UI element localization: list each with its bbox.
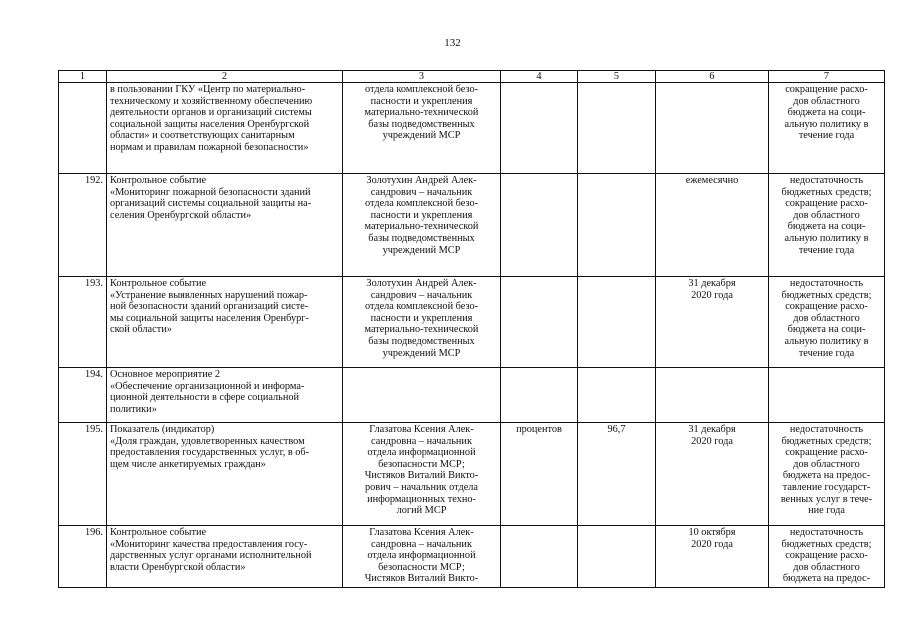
cell-text-line: дарственных услуг органами исполнительной bbox=[110, 550, 312, 562]
cell-text-line: бюджета на соци- bbox=[787, 221, 866, 233]
cell-text-line: Контрольное событие bbox=[110, 278, 207, 289]
cell-text-line: альную политику в bbox=[784, 232, 869, 244]
cell-text-line: сандровна – начальник bbox=[371, 538, 472, 550]
cell-value bbox=[578, 277, 656, 368]
cell-text-line: отдела информационной bbox=[367, 550, 476, 562]
cell-text-line: техническому и хозяйственному обеспечению bbox=[110, 95, 313, 107]
cell-responsible bbox=[343, 423, 501, 526]
cell-text-line: 2020 года bbox=[691, 435, 733, 447]
cell-title bbox=[107, 83, 343, 174]
cell-text-line: венных услуг в тече- bbox=[780, 493, 873, 505]
cell-text-line: бюджета на соци- bbox=[787, 107, 866, 119]
cell-title bbox=[107, 368, 343, 423]
column-header: 1 bbox=[59, 71, 107, 83]
cell-text-line: материально-технической bbox=[364, 324, 479, 336]
cell-text-line: материально-технической bbox=[364, 107, 479, 119]
cell-text-line: щем числе анкетируемых граждан» bbox=[110, 458, 266, 470]
cell-text-line: нормам и правилам пожарной безопасности» bbox=[110, 141, 309, 153]
cell-text-line: в пользовании ГКУ «Центр по материально- bbox=[110, 84, 306, 95]
cell-unit bbox=[501, 277, 578, 368]
cell-number: 195. bbox=[59, 423, 107, 526]
cell-text-line: сокращение расхо- bbox=[785, 84, 868, 95]
cell-text-line: Чистяков Виталий Викто- bbox=[364, 573, 479, 585]
header-row bbox=[59, 71, 885, 83]
cell-text-line: отдела комплексной безо- bbox=[364, 301, 479, 313]
cell-text-line: недостаточность bbox=[789, 175, 864, 186]
cell-text-line: бюджетных средств; bbox=[781, 435, 872, 447]
cell-text-line: 2020 года bbox=[691, 289, 733, 301]
cell-text-line: недостаточность bbox=[789, 527, 864, 538]
cell-text-line: дов областного bbox=[793, 209, 860, 221]
cell-text-line: «Обеспечение организационной и информа- bbox=[110, 380, 305, 392]
cell-text-line: бюджетных средств; bbox=[781, 186, 872, 198]
column-header: 2 bbox=[107, 71, 343, 83]
cell-title bbox=[107, 174, 343, 277]
column-header: 4 bbox=[501, 71, 578, 83]
cell-deadline bbox=[656, 83, 769, 174]
cell-text-line: течение года bbox=[798, 347, 855, 359]
cell-deadline bbox=[656, 423, 769, 526]
cell-risk bbox=[769, 368, 885, 423]
cell-title bbox=[107, 277, 343, 368]
cell-responsible bbox=[343, 277, 501, 368]
cell-text-line: учреждений МСР bbox=[382, 130, 461, 142]
cell-text-line: рович – начальник отдела bbox=[365, 481, 478, 493]
cell-text-line: течение года bbox=[798, 244, 855, 256]
cell-number: 193. bbox=[59, 277, 107, 368]
cell-unit bbox=[501, 83, 578, 174]
cell-text-line: Глазатова Ксения Алек- bbox=[369, 527, 474, 538]
cell-text-line: «Доля граждан, удовлетворенных качеством bbox=[110, 435, 305, 447]
cell-text-line: дов областного bbox=[793, 95, 860, 107]
table-row bbox=[59, 526, 885, 588]
cell-responsible bbox=[343, 83, 501, 174]
cell-text-line: недостаточность bbox=[789, 424, 864, 435]
cell-text-line: Контрольное событие bbox=[110, 527, 207, 538]
cell-number: 192. bbox=[59, 174, 107, 277]
table-row bbox=[59, 368, 885, 423]
cell-title bbox=[107, 423, 343, 526]
cell-text-line: 31 декабря bbox=[688, 424, 736, 435]
cell-text-line: пасности и укрепления bbox=[370, 312, 473, 324]
cell-deadline bbox=[656, 368, 769, 423]
cell-text-line: бюджета на соци- bbox=[787, 324, 866, 336]
cell-text-line: ской области» bbox=[110, 324, 172, 336]
cell-text-line: информационных техно- bbox=[367, 493, 476, 505]
cell-text-line: Глазатова Ксения Алек- bbox=[369, 424, 474, 435]
cell-text-line: бюджета на предос- bbox=[782, 573, 871, 585]
cell-text-line: «Устранение выявленных нарушений пожар- bbox=[110, 289, 308, 301]
cell-responsible bbox=[343, 368, 501, 423]
cell-responsible bbox=[343, 526, 501, 588]
cell-number: 196. bbox=[59, 526, 107, 588]
table-row bbox=[59, 174, 885, 277]
cell-text-line: Основное мероприятие 2 bbox=[110, 369, 221, 380]
cell-text-line: Золотухин Андрей Алек- bbox=[366, 278, 477, 289]
cell-text-line: бюджетных средств; bbox=[781, 289, 872, 301]
cell-unit: процентов bbox=[501, 423, 578, 526]
table-row bbox=[59, 423, 885, 526]
cell-text-line: социальной защиты населения Оренбургской bbox=[110, 118, 310, 130]
cell-text-line: отдела информационной bbox=[367, 447, 476, 459]
cell-text-line: недостаточность bbox=[789, 278, 864, 289]
cell-text-line: Контрольное событие bbox=[110, 175, 207, 186]
cell-text-line: дов областного bbox=[793, 458, 860, 470]
cell-text-line: дов областного bbox=[793, 312, 860, 324]
cell-text-line: 31 декабря bbox=[688, 278, 736, 289]
cell-text-line: деятельности органов и организаций системы bbox=[110, 107, 312, 119]
cell-text-line: отдела комплексной безо- bbox=[364, 84, 479, 95]
cell-text-line: Чистяков Виталий Викто- bbox=[364, 470, 479, 482]
cell-text-line: ние года bbox=[808, 505, 845, 517]
cell-deadline bbox=[656, 174, 769, 277]
cell-text-line: ежемесячно bbox=[685, 175, 739, 186]
cell-risk bbox=[769, 277, 885, 368]
cell-number bbox=[59, 83, 107, 174]
cell-text-line: бюджетных средств; bbox=[781, 538, 872, 550]
column-header: 3 bbox=[343, 71, 501, 83]
cell-text-line: пасности и укрепления bbox=[370, 95, 473, 107]
cell-text-line: сандрович – начальник bbox=[370, 186, 473, 198]
cell-text-line: 2020 года bbox=[691, 538, 733, 550]
cell-text-line: «Мониторинг пожарной безопасности зданий bbox=[110, 186, 311, 198]
cell-text-line: пасности и укрепления bbox=[370, 209, 473, 221]
cell-text-line: базы подведомственных bbox=[368, 232, 475, 244]
cell-text-line: сокращение расхо- bbox=[785, 301, 868, 313]
cell-text-line: тавление государст- bbox=[782, 481, 871, 493]
cell-unit bbox=[501, 174, 578, 277]
page-number: 132 bbox=[444, 37, 461, 49]
cell-text-line: учреждений МСР bbox=[382, 347, 461, 359]
cell-text-line: Золотухин Андрей Алек- bbox=[366, 175, 477, 186]
cell-text-line: области» и соответствующих санитарным bbox=[110, 130, 295, 142]
cell-text-line: селения Оренбургской области» bbox=[110, 209, 252, 221]
cell-text-line: бюджета на предос- bbox=[782, 470, 871, 482]
cell-value bbox=[578, 83, 656, 174]
cell-text-line: политики» bbox=[110, 403, 157, 415]
cell-value bbox=[578, 368, 656, 423]
cell-text-line: мы социальной защиты населения Оренбург- bbox=[110, 312, 309, 324]
cell-text-line: материально-технической bbox=[364, 221, 479, 233]
cell-deadline bbox=[656, 277, 769, 368]
cell-risk bbox=[769, 83, 885, 174]
column-header: 7 bbox=[769, 71, 885, 83]
cell-responsible bbox=[343, 174, 501, 277]
cell-text-line: власти Оренбургской области» bbox=[110, 561, 246, 573]
column-header: 5 bbox=[578, 71, 656, 83]
cell-text-line: сокращение расхо- bbox=[785, 447, 868, 459]
cell-text-line: логий МСР bbox=[396, 505, 447, 517]
cell-deadline bbox=[656, 526, 769, 588]
cell-text-line: течение года bbox=[798, 130, 855, 142]
cell-text-line: Показатель (индикатор) bbox=[110, 424, 215, 435]
cell-text-line: сандровна – начальник bbox=[371, 435, 472, 447]
cell-text-line: базы подведомственных bbox=[368, 118, 475, 130]
table-row bbox=[59, 277, 885, 368]
cell-text-line: 10 октября bbox=[688, 527, 736, 538]
cell-text-line: безопасности МСР; bbox=[378, 458, 465, 470]
cell-text-line: альную политику в bbox=[784, 118, 869, 130]
measures-table bbox=[58, 70, 885, 588]
table-row bbox=[59, 83, 885, 174]
cell-text-line: безопасности МСР; bbox=[378, 561, 465, 573]
cell-risk bbox=[769, 526, 885, 588]
cell-number: 194. bbox=[59, 368, 107, 423]
cell-value bbox=[578, 526, 656, 588]
cell-text-line: «Мониторинг качества предоставления госу- bbox=[110, 538, 308, 550]
column-header: 6 bbox=[656, 71, 769, 83]
cell-text-line: сокращение расхо- bbox=[785, 198, 868, 210]
cell-text-line: предоставления государственных услуг, в об- bbox=[110, 447, 310, 459]
cell-text-line: организаций системы социальной защиты на- bbox=[110, 198, 312, 210]
cell-text-line: отдела комплексной безо- bbox=[364, 198, 479, 210]
cell-value: 96,7 bbox=[578, 423, 656, 526]
cell-risk bbox=[769, 423, 885, 526]
cell-text-line: сокращение расхо- bbox=[785, 550, 868, 562]
cell-text-line: альную политику в bbox=[784, 335, 869, 347]
cell-unit bbox=[501, 526, 578, 588]
cell-text-line: ной безопасности зданий организаций систе- bbox=[110, 301, 309, 313]
cell-text-line: ционной деятельности в сфере социальной bbox=[110, 392, 300, 404]
cell-text-line: сандрович – начальник bbox=[370, 289, 473, 301]
cell-risk bbox=[769, 174, 885, 277]
cell-value bbox=[578, 174, 656, 277]
cell-text-line: дов областного bbox=[793, 561, 860, 573]
cell-unit bbox=[501, 368, 578, 423]
cell-title bbox=[107, 526, 343, 588]
cell-text-line: базы подведомственных bbox=[368, 335, 475, 347]
cell-text-line: учреждений МСР bbox=[382, 244, 461, 256]
